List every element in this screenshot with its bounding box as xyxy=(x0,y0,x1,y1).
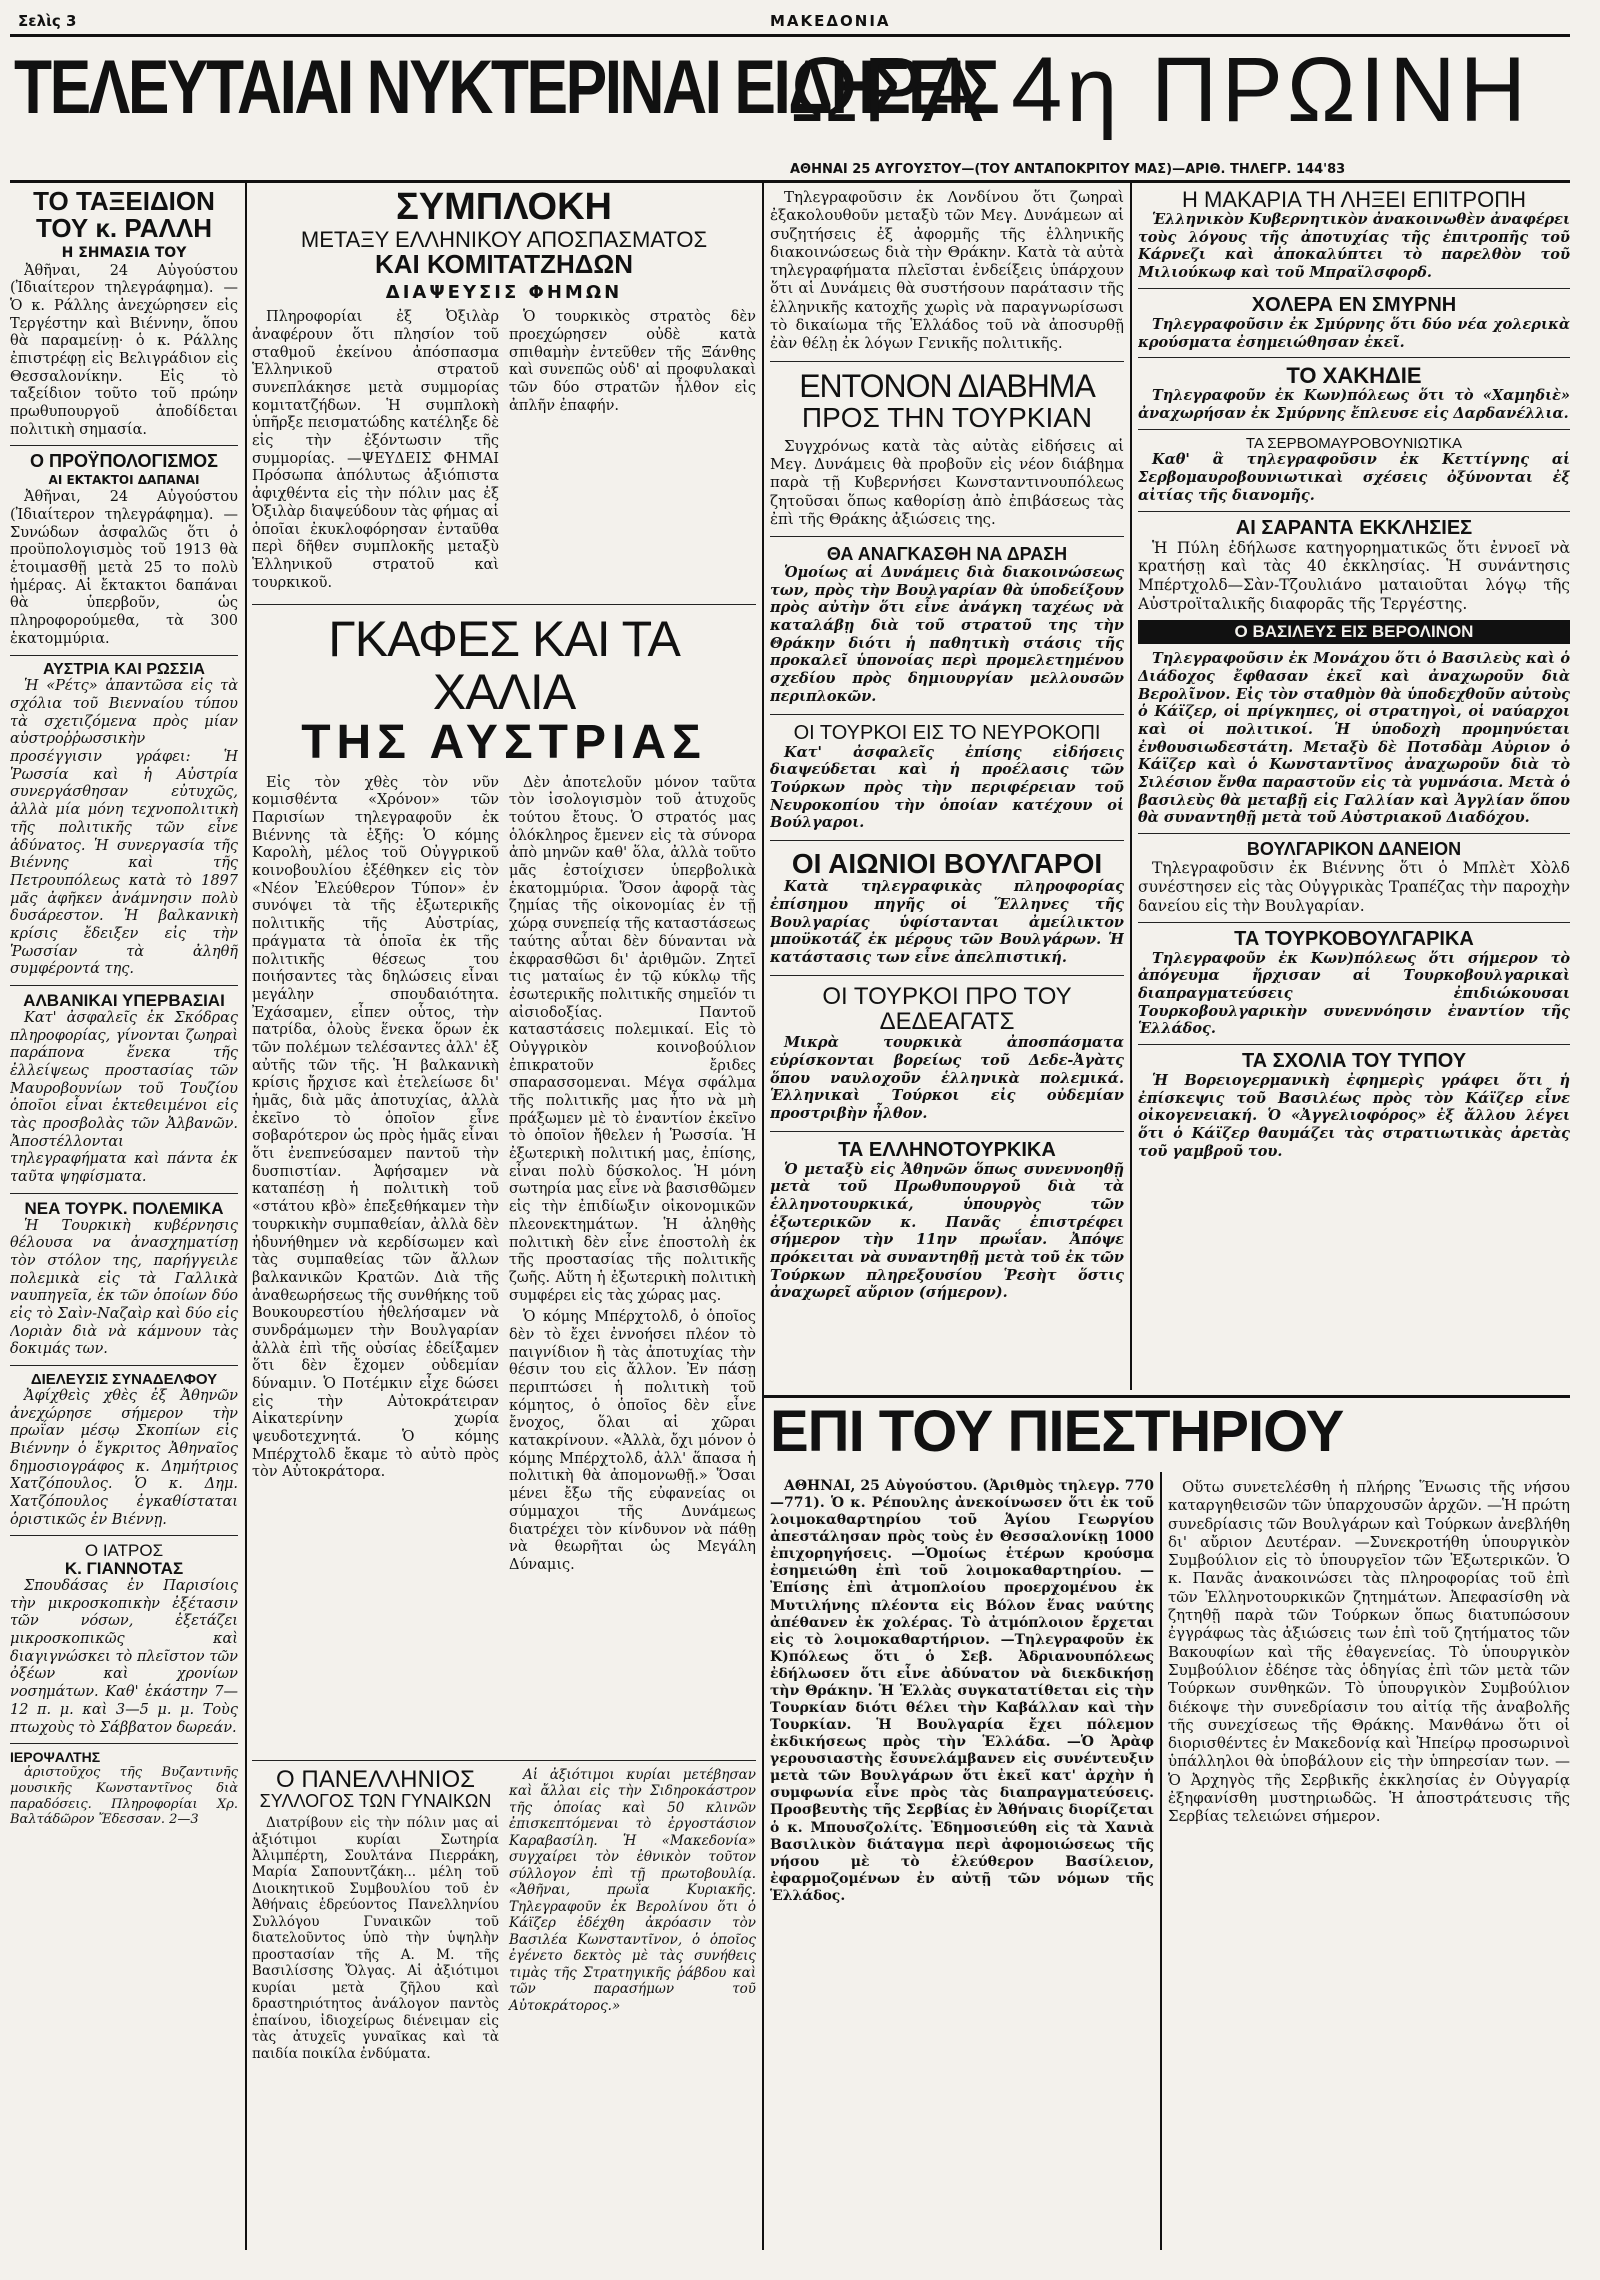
headline-forty-churches: ΑΙ ΣΑΡΑΝΤΑ ΕΚΚΛΗΣΙΕΣ xyxy=(1235,516,1473,539)
women-union-block xyxy=(252,1760,756,2250)
headline-women-union: Ο ΠΑΝΕΛΛΗΝΙΟΣ xyxy=(276,1766,475,1793)
article-stop-press-a: ΑΘΗΝΑΙ, 25 Αὐγούστου. (Ἀριθμὸς τηλεγρ. 770—771). Ὁ κ. Ρέπουλης ἀνεκοίνωσεν ὅτι ἐκ τοῦ λοιμοκαθαρτηρίου τοῦ Ἁγίου Γεωργίου ἀπεστάλησαν πρὸς τοὺς ἐν Θεσσαλονίκῃ 1000 ἐπιχορηγήσεις. —Ὁμοίως ἑτέρων κρούσμα ἐσημειώθη ἐπὶ τοῦ λοιμοκαθαρτηρίου. —Ἐπίσης ἐπὶ ἀτμοπλοίου προερχομένου ἐκ Μυτιλήνης πλέοντα εἰς Βόλον ἕνας ναύτης ἀπέθανεν ἐκ χολέρας. Τὸ ἀτμόπλοιον ἔρχεται εἰς τὸ λοιμοκαθαρτήριον. —Τηλεγραφοῦν ἐκ Κ)πόλεως ὅτι ὁ Σεβ. Ἀδριανουπόλεως ἐδήλωσεν ὅτι εἶνε ἀδύνατον νὰ διεκδικήσῃ τὴν Θράκην. Ἡ Ἑλλὰς συγκατατίθεται εἰς τὴν Τουρκίαν διότι θέλει τὴν Καβάλλαν καὶ τὴν Τουρκίαν. Ἡ Βουλγαρία ἔχει πόλεμον ἐκδικήσεως πρὸς τὴν Ἑλλάδα. —Ὁ Ἀρὰφ γερουσιαστὴς ἔσυνελάμβανεν εἰς συνέντευξιν μετὰ τῶν Βουλγάρων ὅτι ἐκεῖ κατ' ἀρχὴν ἡ συμφωνία εἶνε πρὸς τὰς διαπραγματεύσεις. Προσβευτὴς τῆς Σερβίας ἐν Ἀθήναις διορίζεται ὁ κ. Μπουσζολίτς. Ἐδημοσιεύθη εἰς τὰ Χανιὰ Βασιλικὸν διάταγμα περὶ ἀφομοιώσεως τῆς νήσου μὲ τὸ ἐλεύθερον Βασίλειον, ἐφαρμοζομένων ἐν αὐτῇ τῶν νόμων τῆς Ἑλλάδος. xyxy=(770,1478,1154,1904)
article-serbo-montenegrin: Καθ' ἃ τηλεγραφοῦσιν ἐκ Κεττίγνης αἱ Σερβομαυροβουνιωτικαὶ σχέσεις ὀξύνονται ἐξ αἰτίας τῆς διανομῆς. xyxy=(1138,451,1570,504)
headline-nevrokopi: ΟΙ ΤΟΥΡΚΟΙ ΕΙΣ ΤΟ ΝΕΥΡΟΚΟΠΙ xyxy=(793,721,1101,744)
dateline: ΑΘΗΝΑΙ 25 ΑΥΓΟΥΣΤΟΥ—(ΤΟΥ ΑΝΤΑΠΟΚΡΙΤΟΥ ΜΑΣ)—ΑΡΙΘ. ΤΗΛΕΓΡ. 144'83 xyxy=(790,162,1346,177)
article-gaffes-c: Ὁ κόμης Μπέρχτολδ, ὁ ὁποῖος δὲν τὸ ἔχει ἐννοήσει πλέον τὸ παιγνίδιον ἢ τὰς ἀποτυχίας τὴν θέσιν του εἰς ἄλλον. Ἐν πάσῃ περιπτώσει ἡ πολιτικὴ τοῦ κόμητος, ὁ ὁποῖος δὲν εἶνε ἔνοχος, ὅλαι αἱ χῶραι κατακρίνουν. «Ἀλλὰ, ὄχι μόνον ὁ κόμης Μπέρχτολδ, ἀλλ' ἅπασα ἡ πολιτικὴ θὰ ἀπομονωθῇ.» Ὅσαι μένει ἔξω τῆς εὐφανείας οι σύμμαχοι τῆς Δυνάμεως διατρέχει τὸν κίνδυνον νὰ πάθῃ νὰ θεωρῆται ὡς Μεγάλη Δύναμις. xyxy=(509,1309,756,1573)
headline-press-comments: ΤΑ ΣΧΟΛΙΑ ΤΟΥ ΤΥΠΟΥ xyxy=(1241,1050,1467,1073)
headline-carnegie: Η ΜΑΚΑΡΙΑ ΤΗ ΛΗΞΕΙ ΕΠΙΤΡΟΠΗ xyxy=(1182,188,1526,212)
article-stop-press-b: Οὕτω συνετελέσθη ἡ πλήρης Ἕνωσις τῆς νήσου καταργηθεισῶν τῶν ὑπαρχουσῶν ἀρχῶν. —Ἡ πρώτη συνεδρίασις τῶν Βουλγάρων καὶ Τούρκων ἀνεβλήθη δι' αὔριον Δευτέραν. —Συνεκροτήθη ὑπουργικὸν Συμβούλιον εἰς τὸ ὑπουργεῖον τῶν Ἐξωτερικῶν. Ὁ κ. Πανᾶς ἀνακοινώσει τὰς πληροφορίας τοῦ ἐπὶ τῶν Ἑλληνοτουρκικῶν ζητημάτων. Ἀπεφασίσθη νὰ ζητηθῇ παρὰ τῶν Τούρκων ὅπως διατυπώσουν ἐγγράφως τὰς ἀξιώσεις των ἐπὶ τοῦ ζητήματος τῶν Βακουφίων καὶ τῆς ἐθαγενείας. Τὸ ὑπουργικὸν Συμβούλιον ἐδέησε τὰς ὁδηγίας ἐπὶ τῶν μετὰ τῶν Τούρκων συνθηκῶν. Τὸ ὑπουργικὸν Συμβούλιον διέκοψε τὴν συνεδρίασιν του αἰτίᾳ τῆς ἀναβολῆς τῆς συνεχίσεως τῆς Θράκης. Μανθάνω ὅτι οἱ διορισθέντες ἐν Μακεδονίᾳ καὶ Ἠπείρῳ προσωρινοὶ ὑπάλληλοι θὰ ὑποβάλουν εἰς τὴν ὑπηρεσίαν των. —Ὁ Ἀρχηγὸς τῆς Σερβικῆς ἐκκλησίας ἐν Οὐγγαρίᾳ ἐξηφανίσθη μυστηριωδῶς. Ἡ ἀποστράτευσις τῆς Σερβίας τελειώνει σήμερον. xyxy=(1168,1478,1570,1826)
headline-albanian: ΑΛΒΑΝΙΚΑΙ ΥΠΕΡΒΑΣΙΑΙ xyxy=(23,991,225,1011)
headline-king-berlin: Ο ΒΑΣΙΛΕΥΣ ΕΙΣ ΒΕΡΟΛΙΝΟΝ xyxy=(1138,620,1570,644)
article-dedeagach: Μικρὰ τουρκικὰ ἀποσπάσματα εὑρίσκονται βορείως τοῦ Δεδε-Ἀγὰτς ὅπου ναυλοχοῦν ἑλληνικὰ πολεμικά. Ἑλληνικαὶ Τούρκοι εἰς οὐδεμίαν προστριβὴν ἦλθον. xyxy=(770,1034,1124,1122)
headline-dedeagach: ΟΙ ΤΟΥΡΚΟΙ ΠΡΟ ΤΟΥ ΔΕΔΕΑΓΑΤΣ xyxy=(822,982,1072,1035)
headline-turkish-warships: ΝΕΑ ΤΟΥΡΚ. ΠΟΛΕΜΙΚΑ xyxy=(24,1198,224,1218)
newspaper-page xyxy=(10,10,1590,2260)
article-press-comments: Ἡ Βορειογερμανικὴ ἐφημερὶς γράφει ὅτι ἡ ἐπίσκεψις τοῦ Βασιλέως πρὸς τὸν Κάϊζερ εἶνε οἰκογενειακή. Ὁ «Ἀγγελιοφόρος» ἐξ ἄλλου λέγει ὅτι ὁ Κάϊζερ θαυμάζει τὰς στρατιωτικὰς ἀρετὰς τοῦ γαμβροῦ του. xyxy=(1138,1072,1570,1160)
headline-gaffes: ΓΚΑΦΕΣ ΚΑΙ ΤΑ ΧΑΛΙΑ xyxy=(328,611,680,720)
paper-name: ΜΑΚΕΔΟΝΙΑ xyxy=(770,12,891,30)
headline-clash: ΣΥΜΠΛΟΚΗ xyxy=(395,188,612,228)
article-women-union-a: Διατρίβουν εἰς τὴν πόλιν μας αἱ ἀξιότιμοι κυρίαι Σωτηρία Ἀλιμπέρτη, Σουλτάνα Πιερράκη, Μαρία Σαπουντζάκη... μέλη τοῦ Διοικητικοῦ Συμβουλίου τοῦ ἐν Ἀθήναις ἑδρεύοντος Πανελληνίου Συλλόγου Γυναικῶν τοῦ διατελοῦντος ὑπὸ τὴν ὑψηλὴν προστασίαν τῆς Α. Μ. τῆς Βασιλίσσης Ὄλγας. Αἱ ἀξιότιμοι κυρίαι μετὰ ζῆλου καὶ δραστηριότητος ἀνάλογον παντὸς ἐπαίνου, ἰδιοχείρως διένειμαν εἰς τὰς ἀτυχεῖς γυναῖκας καὶ τὰ παιδία ποικίλα ἐνδύματα. xyxy=(252,1815,499,2062)
article-gaffes-a: Εἰς τὸν χθὲς τὸν νῦν κομισθέντα «Χρόνον» τῶν Παρισίων τηλεγραφοῦν ἐκ Βιέννης τὰ ἑξῆς: Ὁ κόμης Καρολὴ, μέλος τοῦ Οὐγγρικοῦ κοινοβουλίου ἐξέθηκεν εἰς τὸν «Νέον Ἐλεύθερον Τύπον» ἐν συνόψει τὰ τῆς ἐξωτερικῆς πολιτικῆς τῆς Αὐστρίας, πράγματα τὰ ὁποῖα ἐκ τῆς πολιτικῆς θέσεως του ποιήσαντες τὰς δηλώσεις εἶναι μεγάλην σπουδαιότητα. Ἐχάσαμεν, εἶπεν οὗτος, τὴν πατρίδα, ὁλοὺς ἕνεκα ὅρων ἐκ τῶν πολέμων τελέσαντες ἀλλ' ἐξ αὐτῆς τῶν τῆς. Ἡ βαλκανικὴ κρίσις ἤρχισε καὶ ἐτελείωσε δι' ἡμᾶς, διὰ μᾶς ἀποτυχίας, ἀλλὰ ἐκεῖνο τὸ ὁποῖον εἶνε σοβαρότερον ὡς πρὸς ἡμᾶς εἶναι ὅτι ἐνεπνεύσαμεν παντοῦ τὴν δυσπιστίαν. Ἀφήσαμεν νὰ καταπέσῃ ἡ πολιτικὴ τοῦ «στάτου κβὸ» ἐπεξεθήκαμεν τὴν τουρκικὴν συμπαθείαν, ἀλλὰ δὲν ἠδυνήθημεν νὰ κερδίσωμεν καὶ τὰς συμπαθείας τῶν ἄλλων βαλκανικῶν Κρατῶν. Διὰ τῆς ἀναθεωρήσεως τῆς συνθήκης τοῦ Βουκουρεστίου ἠθελήσαμεν νὰ συνδράμωμεν τὴν Βουλγαρίαν ἀλλὰ ἐπὶ τῆς οὐσίας ἐδείξαμεν ὅτι δὲν ἔχομεν οὐδεμίαν δύναμιν. Ὁ Ποτέμκιν εἶχε δώσει εἰς τὴν Αὐτοκράτειραν Αἰκατερίνην χωρία ψευδοτεχνητά. Ὁ κόμης Μπέρχτολδ ἔκαμε τὸ αὐτὸ πρὸς τὸν Αὐτοκράτορα. xyxy=(252,774,499,1481)
column-4 xyxy=(1138,188,1570,1388)
article-albanian: Κατ' ἀσφαλεῖς ἐκ Σκόδρας πληροφορίας, γίνονται ζωηραὶ παράπονα ἕνεκα τῆς ἐλλείψεως προστασίας τῶν Μαυροβουνίων τοῦ Τουζίου ὁποῖοι εἶναι ἐκτεθειμένοι εἰς τὰς προσβολὰς τῶν Ἀλβανῶν. Ἀποστέλλονται τηλεγραφήματα καὶ πάντα ἐκ ταῦτα ψηφίσματα. xyxy=(10,1009,238,1186)
headline-bulgarian-loan: ΒΟΥΛΓΑΡΙΚΟΝ ΔΑΝΕΙΟΝ xyxy=(1246,839,1462,859)
headline-cantor: ΙΕΡΟΨΑΛΤΗΣ xyxy=(10,1749,101,1766)
stop-press-col-b xyxy=(1168,1478,1570,2250)
banner-title-right: ΩΡΑ 4η ΠΡΩΙΝΗ xyxy=(790,39,1531,141)
headline-clash-line3: ΚΑΙ ΚΟΜΙΤΑΤΖΗΔΩΝ xyxy=(374,248,634,279)
article-colleague: Ἀφίχθεὶς χθὲς ἐξ Ἀθηνῶν ἀνεχώρησε σήμερον τὴν πρωΐαν μέσῳ Σκοπίων εἰς Βιέννην ὁ ἔγκριτος Ἀθηναῖος δημοσιογράφος κ. Δημήτριος Χατζόπουλος. Ὁ κ. Δημ. Χατζόπουλος ἐγκαθίσταται ὁριστικῶς ἐν Βιέννῃ. xyxy=(10,1387,238,1528)
headline-cholera-smyrna: ΧΟΛΕΡΑ ΕΝ ΣΜΥΡΝΗ xyxy=(1251,293,1457,316)
article-women-union-b: Αἱ ἀξιότιμοι κυρίαι μετέβησαν καὶ ἄλλαι εἰς τὴν Σιδηροκάστρον τῆς ὁποίας καὶ 50 κλινῶν ἐπισκεπτόμεναι τὸ ἐργοστάσιον Καραβασίλη. Ἡ «Μακεδονία» συγχαίρει τὸν ἐθνικὸν τοῦτον σύλλογον ἐπὶ τῇ πρωτοβουλίᾳ. «Ἀθῆναι, πρωΐα Κυριακῆς. Τηλεγραφοῦν ἐκ Βερολίνου ὅτι ὁ Κάϊζερ ἐδέχθη ἀκρόασιν τὸν Βασιλέα Κωνσταντῖνον, ὁ ὁποῖος ἐγένετο δεκτὸς μὲ τὰς συνήθεις τιμὰς τῆς Στρατηγικῆς ῥάβδου καὶ τῶν παρασήμων τοῦ Αὐτοκράτορος.» xyxy=(509,1767,756,2014)
page-number: Σελὶς 3 xyxy=(18,12,77,30)
article-clash-b: Ὁ τουρκικὸς στρατὸς δὲν προεχώρησεν οὐδὲ κατὰ σπιθαμὴν ἐντεῦθεν τῆς Ξάνθης καὶ συνεπῶς οὐδ' αἱ προφυλακαὶ τῶν δύο στρατῶν ἦλθον εἰς ἀπλῆν ἐπαφήν. xyxy=(509,309,756,414)
stop-press-col-a xyxy=(770,1478,1154,2250)
headline-women-union-line2: ΣΥΛΛΟΓΟΣ ΤΩΝ ΓΥΝΑΙΚΩΝ xyxy=(259,1791,492,1812)
article-doctor: Σπουδάσας ἐν Παρισίοις τὴν μικροσκοπικὴν ἐξέτασιν τῶν νόσων, ἐξετάζει μικροσκοπικῶς καὶ διαγιγνώσκει τὸ πλεῖστον τῶν ὀξέων καὶ χρονίων νοσημάτων. Καθ' ἑκάστην 7—12 π. μ. καὶ 3—5 μ. μ. Τοὺς πτωχοὺς τὸ Σάββατον δωρεάν. xyxy=(10,1578,238,1736)
article-eternal-bulgarians: Κατὰ τηλεγραφικὰς πληροφορίας ἐπίσημου πηγῆς οἱ Ἕλληνες τῆς Βουλγαρίας ὑφίστανται ἀμείλικτον μποϋκοτάζ ἐκ μέρους τῶν Βουλγάρων. Ἡ κατάστασις των εἶνε ἀπελπιστική. xyxy=(770,878,1124,967)
headline-doctor: Ο ΙΑΤΡΟΣ xyxy=(84,1541,164,1561)
headline-turco-bulgarian: ΤΑ ΤΟΥΡΚΟΒΟΥΛΓΑΡΙΚΑ xyxy=(1234,927,1474,950)
headline-greco-turkish: ΤΑ ΕΛΛΗΝΟΤΟΥΡΚΙΚΑ xyxy=(838,1138,1056,1161)
article-nevrokopi: Κατ' ἀσφαλεῖς ἐπίσης εἰδήσεις διαψεύδεται καὶ ἡ προέλασις τῶν Τούρκων πρὸς τὴν περιφέρειαν τοῦ Νευροκοπίου τὴν ὁποίαν κατέχουν οἱ Βούλγαροι. xyxy=(770,743,1124,832)
headline-forced-act: ΘΑ ΑΝΑΓΚΑΣΘΗ ΝΑ ΔΡΑΣΗ xyxy=(826,544,1068,565)
article-rallis: Ἀθῆναι, 24 Αὐγούστου (Ἰδιαίτερον τηλεγράφημα). —Ὁ κ. Ράλλης ἀνεχώρησεν εἰς Τεργέστην καὶ Βιέννην, ὅπου θὰ παραμείνῃ· ὁ κ. Ράλλης ἐπιστρέφῃ εἰς Βελιγράδιον εἰς Θεσσαλονίκην. Εἰς τὸ ταξείδιον τοῦτο τοῦ πρώην πρωθυπουργοῦ ἀποδίδεται πολιτικὴ σημασία. xyxy=(10,262,238,438)
column-1 xyxy=(10,188,238,2248)
headline-demarche-line2: ΠΡΟΣ ΤΗΝ ΤΟΥΡΚΙΑΝ xyxy=(801,402,1093,434)
headline-clash-line2: ΜΕΤΑΞΥ ΕΛΛΗΝΙΚΟΥ ΑΠΟΣΠΑΣΜΑΤΟΣ xyxy=(300,226,708,252)
article-turco-bulgarian: Τηλεγραφοῦν ἐκ Κων)πόλεως ὅτι σήμερον τὸ ἀπόγευμα ἤρχισαν αἱ Τουρκοβουλγαρικαὶ διαπραγματεύσεις ἐπιδιώκουσαι Τουρκοβουλγαρικὴν συνεννόησιν ἐναντίον τῆς Ἑλλάδος. xyxy=(1138,949,1570,1038)
article-gaffes-b: Δὲν ἀποτελοῦν μόνον ταῦτα τὸν ἰσολογισμὸν τοῦ ἀτυχοῦς τούτου ἔτους. Ὁ στρατός μας ὁλόκληρος ἔμενεν εἰς τὰ σύνορα ἀπὸ μηνῶν καθ' ὅλα, ἀλλὰ τοῦτο μᾶς ἐστοίχισεν ὑπερβολικὰ ἑκατομμύρια. Ὅσον ἀφορᾷ τὰς ζημίας τῆς οἰκονομίας ἐν τῇ χώρᾳ συνεπείᾳ τῆς καταστάσεως ταύτης αὗται δὲν δύνανται νὰ ἐκφρασθῶσι δι' ἀριθμῶν. Ζητεῖ τις ματαίως ἐν τῷ κύκλῳ τῆς ἐσωτερικῆς πολιτικῆς σημεῖόν τι αἰσιοδοξίας. Παντοῦ καταστάσεις πολεμικαί. Εἰς τὸ Οὐγγρικὸν κοινοβούλιον ἐπικρατοῦν ἔριδες σπαρασσομεναι. Μέγα σφάλμα τῆς πολιτικῆς μας ἦτο νὰ μὴ πράξωμεν μὲ τὸ ἐναντίον ἐκεῖνο τὸ ὁποῖον ἤθελεν ἡ Ῥωσσία. Ἡ ἐξωτερικὴ πολιτική μας, ἐπίσης, εἶναι πολὺ δύσκολος. Ἡ μόνη σωτηρία μας εἶνε νὰ βασισθῶμεν εἰς τὴν ἐπιδίωξιν οἰκονομικῶν πλεονεκτημάτων. Ἡ ἀληθὴς πολιτικὴ δὲν εἶνε ἐποστολὴ ἐκ τῆς προστασίας τῆς πολιτικῆς ζωῆς. Αὕτη ἡ ἐξωτερικὴ πολιτικὴ συμφέρει εἰς τὰς χώρας μας. xyxy=(509,774,756,1304)
column-3 xyxy=(770,188,1124,1388)
article-austria-russia: Ἡ «Ρέτς» ἀπαντῶσα εἰς τὰ σχόλια τοῦ Βιενναίου τύπου τὰ σχετιζόμενα πρὸς μίαν αὐστροῤῥωσσικὴν προσέγγισιν γράφει: Ἡ Ῥωσσία καὶ ἡ Αὐστρία συνεργάσθησαν εὐτυχῶς, ἀλλὰ μία μόνη τεχνοπολιτικὴ τῆς πολιτικῆς τῶν εἶνε ἀδύνατος. Ἡ συνεργασία τῆς Βιέννης καὶ τῆς Πετρουπόλεως κατὰ τὸ 1897 μᾶς ἀφῆκεν ἀνάμνησιν πολὺ δυσάρεστον. Ἡ βαλκανικὴ κρίσις ἔδειξεν εἰς τὴν Ῥωσσίαν τὰ ἀληθῆ συμφέροντά της. xyxy=(10,678,238,978)
headline-hamidie: ΤΟ ΧΑΚΗΔΙΕ xyxy=(1286,363,1422,389)
article-forced-act: Ὁμοίως αἱ Δυνάμεις διὰ διακοινώσεως των, πρὸς τὴν Βουλγαρίαν θὰ ὑποδείξουν πρὸς αὐτὴν ὅτι εἶνε ἀνάγκη ταχέως νὰ καταλάβῃ διὰ τοῦ στρατοῦ της τὴν Θράκην διότι ἡ παθητικὴ στάσις τῆς προκαλεῖ ὑπονοίας περὶ προμελετημένου σχεδίου πρὸς δημιουργίαν μελλουσῶν περιπλοκῶν. xyxy=(770,564,1124,705)
article-bulgarian-loan: Τηλεγραφοῦσιν ἐκ Βιέννης ὅτι ὁ Μπλὲτ Χὸλδ συνέστησεν εἰς τὰς Οὐγγρικὰς Τραπέζας τὴν παροχὴν δανείου εἰς τὴν Βουλγαρίαν. xyxy=(1138,858,1570,915)
banner-title-left: ΤΕΛΕΥΤΑΙΑΙ ΝΥΚΤΕΡΙΝΑΙ ΕΙΔΗΣΕΙΣ xyxy=(14,45,998,130)
article-clash-a: Πληροφορίαι ἐξ Ὀξιλὰρ ἀναφέρουν ὅτι πλησίον τοῦ σταθμοῦ ἐκείνου ἀπόσπασμα Ἑλληνικοῦ στρατοῦ συνεπλάκησε μετὰ συμμορίας κομιτατζήδων. Ἡ συμπλοκὴ ὑπῆρξε πεισματώδης κατέληξε δὲ εἰς τὴν ἐξόντωσιν τῆς συμμορίας. —ΨΕΥΔΕΙΣ ΦΗΜΑΙ Πρόσωπα ἀπόλυτως ἀξιόπιστα ἀφιχθέντα εἰς τὴν πόλιν μας ἐξ Ὀξιλὰρ διαψεύδουν τὰς φήμας αἱ ὁποῖαι ἐκυκλοφόρησαν ἐνταῦθα περὶ δῆθεν συμπλοκῆς μεταξὺ Ἑλληνικοῦ στρατοῦ καὶ τουρκικοῦ. xyxy=(252,309,499,591)
headline-budget: Ο ΠΡΟΫΠΟΛΟΓΙΣΜΟΣ xyxy=(30,451,218,472)
article-powers-thrace: Τηλεγραφοῦσιν ἐκ Λονδίνου ὅτι ζωηραὶ ἐξακολουθοῦν μεταξὺ τῶν Μεγ. Δυνάμεων αἱ συζητήσεις ἐξ ἀφορμῆς τῆς ἑλληνικῆς διακοινώσεως διὰ τὴν Θράκην. Κατὰ τὰ αὐτὰ τηλεγραφήματα πλεῖσται ἐνδείξεις ὑπάρχουν ὅτι αἱ Δυνάμεις θὰ συστήσουν παράτασιν τῆς ἑλληνικῆς κατοχῆς χωρὶς νὰ παραγνωρίσωσι τὸ δικαίωμα τῆς Ἑλλάδος τοῦ νὰ ἀποσυρθῇ ἐὰν θέλῃ ἐκ λόγων Γενικῆς πολιτικῆς. xyxy=(770,188,1124,353)
headline-gaffes-line2: ΤΗΣ ΑΥΣΤΡΙΑΣ xyxy=(301,716,707,770)
article-cholera-smyrna: Τηλεγραφοῦσιν ἐκ Σμύρνης ὅτι δύο νέα χολερικὰ κρούσματα ἐσημειώθησαν ἐκεῖ. xyxy=(1138,315,1570,351)
article-hamidie: Τηλεγραφοῦν ἐκ Κων)πόλεως ὅτι τὸ «Χαμηδιὲ» ἀναχωρήσαν ἐκ Σμύρνης ἔπλευσε εἰς Δαρδανέλλια. xyxy=(1138,387,1570,422)
article-demarche: Συγχρόνως κατὰ τὰς αὐτὰς εἰδήσεις αἱ Μεγ. Δυνάμεις θὰ προβοῦν εἰς νέον διάβημα παρὰ τῇ Κυβερνήσει Κωνσταντινουπόλεως ζητοῦσαι ὅπως καθορίσῃ ἀπὸ ἐπιβάσεως τὰς ἐπὶ τῆς Θράκης ἀξιώσεις της. xyxy=(770,436,1124,528)
headline-eternal-bulgarians: ΟΙ ΑΙΩΝΙΟΙ ΒΟΥΛΓΑΡΟΙ xyxy=(791,847,1103,879)
subhead-denial: ΔΙΑΨΕΥΣΙΣ ΦΗΜΩΝ xyxy=(385,282,623,304)
article-budget: Ἀθῆναι, 24 Αὐγούστου (Ἰδιαίτερον τηλεγράφημα). —Συνώδων ἀσφαλῶς ὅτι ὁ προϋπολογισμὸς τοῦ 1913 θὰ ἑτοιμασθῇ μετὰ 25 το πολὺ ἡμέρας. Αἱ ἔκτακτοι δαπάναι θὰ ὑπερβοῦν, ὡς πληροφορούμεθα, τὰ 300 ἑκατομμύρια. xyxy=(10,489,238,647)
headline-stop-press: ΕΠΙ ΤΟΥ ΠΙΕΣΤΗΡΙΟΥ xyxy=(770,1399,1344,1464)
article-carnegie: Ἑλληνικὸν Κυβερνητικὸν ἀνακοινωθὲν ἀναφέρει τοὺς λόγους τῆς ἀποτυχίας τῆς ἐπιτροπῆς τοῦ Κάρνεζι καὶ ἀποκαλύπτει τὸ παρελθὸν τοῦ Μιλιούκωφ καὶ τοῦ Μπραϊλσφορδ. xyxy=(1138,211,1570,282)
headline-serbo-montenegrin: ΤΑ ΣΕΡΒΟΜΑΥΡΟΒΟΥΝΙΩΤΙΚΑ xyxy=(1245,434,1463,452)
subhead-budget: ΑΙ ΕΚΤΑΚΤΟΙ ΔΑΠΑΝΑΙ xyxy=(48,473,200,488)
article-king-berlin: Τηλεγραφοῦσιν ἐκ Μονάχου ὅτι ὁ Βασιλεὺς καὶ ὁ Διάδοχος ἔφθασαν ἐκεῖ καὶ ἀναχωροῦν διὰ Βερολῖνον. Εἰς τὸν σταθμὸν θὰ ὑποδεχθοῦν αὐτοὺς ὁ Κάϊζερ, οἱ πρίγκηπες, οἱ στρατηγοὶ, οἱ ναύαρχοι καὶ οἱ πολιτικοί. Ἡ ὑποδοχὴ προμηνύεται ἐνθουσιωδεστάτη. Μεταξὺ δὲ Ποτσδὰμ Αὐριον ὁ Κάϊζερ καὶ ὁ Κωνσταντῖνος ἀναχωροῦν διὰ τὸ Σιλέσιον ἔνθα παραστοῦν εἰς τὰ γυμνάσια. Μετὰ ὁ βασιλεὺς θὰ μεταβῇ εἰς Γαλλίαν καὶ Ἀγγλίαν ὅπου θὰ συναντηθῇ μετὰ τοῦ Αὐστριακοῦ Διαδόχου. xyxy=(1138,650,1570,827)
subhead-doctor: Κ. ΓΙΑΝΝΟΤΑΣ xyxy=(64,1559,184,1579)
article-cantor: ἀριστοῦχος τῆς Βυζαντινῆς μουσικῆς Κωνσταντῖνος διὰ παραδόσεις. Πληροφορίαι Χρ. Βαλτάδῶρον Ἔδεσσαν. 2—3 xyxy=(10,1764,238,1828)
subhead-rallis: Η ΣΗΜΑΣΙΑ ΤΟΥ xyxy=(61,244,187,261)
article-greco-turkish: Ὁ μεταξὺ εἰς Ἀθηνῶν ὅπως συνεννοηθῇ μετὰ τοῦ Πρωθυπουργοῦ διὰ τὰ ἑλληνοτουρκικά, ὑπουργὸς τῶν ἐξωτερικῶν κ. Πανᾶς ἐπιστρέφει σήμερον τὴν 11ην πρωΐαν. Ἀπόψε πρόκειται νὰ συναντηθῇ μετὰ τοῦ ἐκ τῶν Τούρκων πληρεξουσίου Ῥεσὴτ ὅστις ἀναχωρεῖ αὔριον (σήμερον). xyxy=(770,1160,1124,1302)
headline-demarche: ΕΝΤΟΝΟΝ ΔΙΑΒΗΜΑ xyxy=(799,367,1095,404)
headline-austria-russia: ΑΥΣΤΡΙΑ ΚΑΙ ΡΩΣΣΙΑ xyxy=(43,660,205,678)
headline-colleague: ΔΙΕΛΕΥΣΙΣ ΣΥΝΑΔΕΛΦΟΥ xyxy=(30,1371,218,1389)
headline-rallis: ΤΟ ΤΑΞΕΙΔΙΟΝ ΤΟΥ κ. ΡΑΛΛΗ xyxy=(33,188,215,244)
article-forty-churches: Ἡ Πύλη ἐδήλωσε κατηγορηματικῶς ὅτι ἐννοεῖ νὰ κρατήσῃ καὶ τὰς 40 ἐκκλησίας. Ἡ συνάντησις Μπέρτχολδ—Σὰν-Τζουλιάνο ματαιοῦται λόγῳ τῆς Αὐστροϊταλικῆς διαφορᾶς τῆς Τεργέστης. xyxy=(1138,538,1570,614)
article-turkish-warships: Ἡ Τουρκικὴ κυβέρνησις θέλουσα να ἀνασχηματίσῃ τὸν στόλον της, παρήγγειλε πολεμικὰ εἰς τὰ Γαλλικὰ ναυπηγεῖα, ἐκ τῶν ὁποίων δύο εἰς τὸ Σαὶν-Ναζαὶρ καὶ δύο εἰς Λοριὰν διὰ νὰ κάμνουν τὰς δοκιμάς των. xyxy=(10,1217,238,1358)
